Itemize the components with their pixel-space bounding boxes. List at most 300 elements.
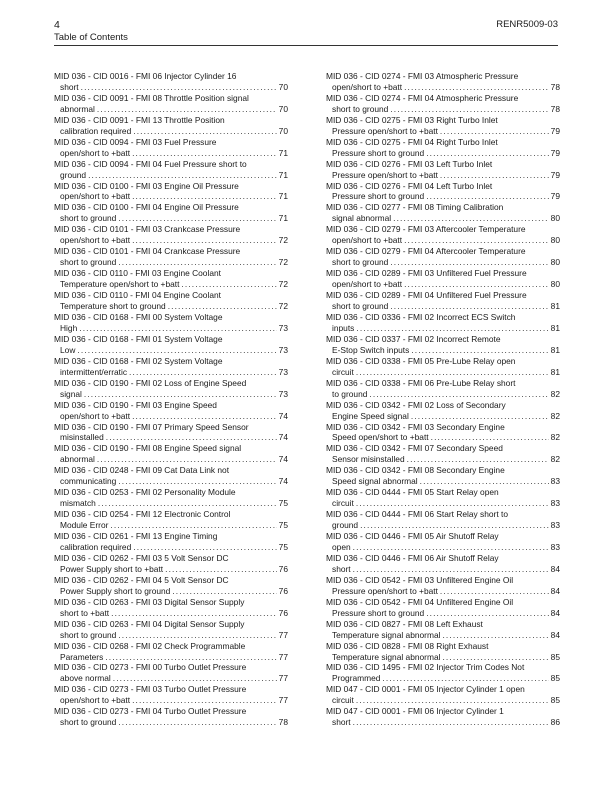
toc-entry-title: MID 036 - CID 0338 - FMI 06 Pre-Lube Relay short — [326, 377, 516, 388]
toc-entry[interactable] — [326, 137, 560, 159]
toc-entry-page[interactable]: 78 — [550, 103, 560, 114]
toc-entry-continuation — [326, 411, 560, 422]
toc-entry-title: MID 036 - CID 0190 - FMI 03 Engine Speed — [54, 399, 217, 410]
toc-entry-subtitle: Parameters — [60, 651, 104, 662]
dot-leader — [404, 82, 549, 93]
toc-entry[interactable] — [326, 312, 560, 334]
document-id: RENR5009-03 — [496, 19, 558, 30]
toc-entry-page[interactable]: 75 — [278, 541, 288, 552]
toc-entry[interactable] — [54, 159, 288, 181]
toc-entry[interactable] — [326, 334, 560, 356]
toc-entry[interactable] — [326, 443, 560, 465]
dot-leader — [133, 126, 276, 137]
toc-entry-title: MID 036 - CID 0254 - FMI 12 Electronic Control — [54, 509, 231, 520]
toc-entry-title: MID 036 - CID 0262 - FMI 04 5 Volt Sensor DC — [54, 574, 229, 585]
toc-entry-continuation — [54, 564, 288, 575]
dot-leader — [426, 608, 548, 619]
toc-entry-title: MID 036 - CID 0542 - FMI 03 Unfiltered Engine Oil — [326, 574, 514, 585]
toc-entry[interactable] — [326, 662, 560, 684]
toc-entry-page[interactable]: 73 — [278, 344, 288, 355]
toc-entry-continuation — [326, 367, 560, 378]
toc-entry-continuation — [54, 630, 288, 641]
toc-entry[interactable] — [326, 290, 560, 312]
toc-entry-page[interactable]: 79 — [550, 147, 560, 158]
toc-entry-continuation — [54, 323, 288, 334]
toc-entry[interactable] — [326, 641, 560, 663]
toc-entry-subtitle: open/short to +batt — [60, 191, 131, 202]
toc-entry[interactable] — [54, 597, 288, 619]
dot-leader — [77, 345, 276, 356]
toc-entry-page[interactable]: 84 — [550, 563, 560, 574]
dot-leader — [113, 673, 277, 684]
toc-entry[interactable] — [326, 684, 560, 706]
toc-entry-page[interactable]: 74 — [278, 410, 288, 421]
toc-entry-page[interactable]: 84 — [550, 607, 560, 618]
toc-entry-continuation — [326, 608, 560, 619]
toc-entry[interactable] — [54, 312, 288, 334]
toc-entry[interactable] — [326, 93, 560, 115]
toc-entry-subtitle: ground — [60, 169, 87, 180]
dot-leader — [106, 432, 277, 443]
toc-entry-page[interactable]: 71 — [278, 191, 288, 202]
toc-entry-title: MID 036 - CID 0190 - FMI 02 Loss of Engine Speed — [54, 377, 247, 388]
toc-entry-continuation — [326, 104, 560, 115]
toc-entry-title: MID 036 - CID 0110 - FMI 03 Engine Coolant — [54, 268, 221, 279]
dot-leader — [181, 279, 276, 290]
toc-entry-title: MID 036 - CID 0446 - FMI 05 Air Shutoff Relay — [326, 531, 499, 542]
toc-entry-title: MID 036 - CID 0276 - FMI 04 Left Turbo Inlet — [326, 180, 493, 191]
toc-entry-title: MID 036 - CID 0168 - FMI 00 System Voltage — [54, 311, 223, 322]
dot-leader — [79, 323, 276, 334]
header-divider — [54, 45, 558, 46]
toc-entry-subtitle: Pressure open/short to +batt — [332, 125, 438, 136]
toc-entry-continuation — [54, 279, 288, 290]
toc-entry-page[interactable]: 73 — [278, 322, 288, 333]
toc-entry-continuation — [326, 279, 560, 290]
toc-entry[interactable] — [326, 356, 560, 378]
toc-entry[interactable] — [54, 684, 288, 706]
toc-entry-page[interactable]: 74 — [278, 454, 288, 465]
toc-entry-subtitle: Pressure short to ground — [332, 147, 425, 158]
toc-entry-title: MID 036 - CID 0016 - FMI 06 Injector Cylinder 16 — [54, 71, 237, 81]
toc-entry[interactable] — [54, 706, 288, 728]
toc-entry-title: MID 036 - CID 0274 - FMI 03 Atmospheric Pressure — [326, 71, 519, 81]
toc-entry-title: MID 036 - CID 0273 - FMI 03 Turbo Outlet Pressure — [54, 684, 247, 695]
toc-entry-page[interactable]: 73 — [278, 366, 288, 377]
dot-leader — [118, 717, 276, 728]
dot-leader — [356, 367, 549, 378]
toc-entry-subtitle: Speed open/short to +batt — [332, 432, 429, 443]
toc-entry-subtitle: Power Supply short to ground — [60, 585, 171, 596]
toc-entry[interactable] — [326, 246, 560, 268]
dot-leader — [404, 279, 549, 290]
toc-entry[interactable] — [54, 181, 288, 203]
toc-entry-title: MID 036 - CID 0342 - FMI 02 Loss of Secondary — [326, 399, 506, 410]
dot-leader — [440, 170, 549, 181]
toc-entry-continuation — [326, 673, 560, 684]
toc-entry[interactable] — [54, 356, 288, 378]
toc-entry-page[interactable]: 76 — [278, 607, 288, 618]
toc-entry-title: MID 036 - CID 0273 - FMI 00 Turbo Outlet Pressure — [54, 662, 247, 673]
toc-entry-subtitle: open/short to +batt — [332, 235, 403, 246]
toc-entry-subtitle: ground — [332, 520, 359, 531]
toc-entry-page[interactable]: 71 — [278, 213, 288, 224]
toc-entry-title: MID 047 - CID 0001 - FMI 05 Injector Cylinder 1 open — [326, 684, 525, 695]
toc-left-column — [54, 71, 288, 728]
toc-entry[interactable] — [54, 246, 288, 268]
toc-entry-title: MID 036 - CID 0827 - FMI 08 Left Exhaust — [326, 618, 483, 629]
toc-entry-page[interactable]: 79 — [550, 191, 560, 202]
toc-entry-continuation — [326, 695, 560, 706]
dot-leader — [369, 389, 548, 400]
toc-entry[interactable] — [326, 531, 560, 553]
toc-entry-page[interactable]: 70 — [278, 103, 288, 114]
dot-leader — [129, 367, 277, 378]
toc-entry-subtitle: calibration required — [60, 541, 132, 552]
toc-entry[interactable] — [54, 422, 288, 444]
page-number: 4 — [54, 19, 60, 31]
toc-entry-continuation — [54, 257, 288, 268]
dot-leader — [88, 170, 277, 181]
toc-entry-subtitle: circuit — [332, 498, 354, 509]
dot-leader — [442, 630, 548, 641]
toc-entry-continuation — [326, 630, 560, 641]
toc-entry[interactable] — [54, 93, 288, 115]
toc-entry-subtitle: High — [60, 322, 78, 333]
toc-entry[interactable] — [326, 509, 560, 531]
dot-leader — [407, 454, 549, 465]
toc-entry-page[interactable]: 83 — [550, 498, 560, 509]
toc-entry-title: MID 036 - CID 0190 - FMI 07 Primary Speed Sensor — [54, 421, 249, 432]
toc-entry-title: MID 036 - CID 0444 - FMI 05 Start Relay open — [326, 487, 499, 498]
toc-entry-page[interactable]: 76 — [278, 585, 288, 596]
toc-entry-subtitle: Engine Speed signal — [332, 410, 409, 421]
toc-entry-page[interactable]: 75 — [278, 520, 288, 531]
toc-entry-page[interactable]: 82 — [550, 454, 560, 465]
toc-entry[interactable] — [54, 487, 288, 509]
toc-entry-page[interactable]: 82 — [550, 388, 560, 399]
toc-entry[interactable] — [54, 137, 288, 159]
toc-entry-page[interactable]: 78 — [550, 81, 560, 92]
toc-entry-title: MID 036 - CID 0110 - FMI 04 Engine Coolant — [54, 290, 221, 301]
toc-entry-subtitle: Pressure open/short to +batt — [332, 169, 438, 180]
toc-entry-continuation — [326, 213, 560, 224]
toc-entry-title: MID 036 - CID 0263 - FMI 04 Digital Sensor Supply — [54, 618, 245, 629]
dot-leader — [382, 673, 548, 684]
toc-entry-subtitle: above normal — [60, 673, 111, 684]
toc-entry-continuation — [54, 608, 288, 619]
toc-entry-page[interactable]: 75 — [278, 498, 288, 509]
toc-entry-page[interactable]: 85 — [550, 673, 560, 684]
toc-entry-title: MID 036 - CID 0338 - FMI 05 Pre-Lube Relay open — [326, 355, 516, 366]
toc-entry-continuation — [54, 476, 288, 487]
toc-entry-subtitle: circuit — [332, 695, 354, 706]
toc-entry-page[interactable]: 84 — [550, 585, 560, 596]
toc-entry-subtitle: open/short to +batt — [60, 235, 131, 246]
toc-entry-subtitle: abnormal — [60, 454, 95, 465]
toc-entry[interactable] — [54, 268, 288, 290]
toc-entry-page[interactable]: 82 — [550, 432, 560, 443]
dot-leader — [390, 301, 548, 312]
toc-entry[interactable] — [54, 202, 288, 224]
dot-leader — [84, 389, 277, 400]
dot-leader — [132, 148, 277, 159]
toc-entry-subtitle: intermittent/erratic — [60, 366, 128, 377]
dot-leader — [360, 520, 549, 531]
dot-leader — [132, 191, 277, 202]
toc-entry-subtitle: open/short to +batt — [60, 147, 131, 158]
toc-entry-subtitle: short to +batt — [60, 607, 110, 618]
toc-entry-title: MID 036 - CID 0263 - FMI 03 Digital Sensor Supply — [54, 596, 245, 607]
toc-entry[interactable] — [326, 422, 560, 444]
toc-entry[interactable] — [54, 509, 288, 531]
toc-entry-page[interactable]: 78 — [278, 717, 288, 728]
toc-entry-continuation — [54, 389, 288, 400]
toc-entry-page[interactable]: 80 — [550, 257, 560, 268]
toc-entry[interactable] — [54, 553, 288, 575]
toc-entry-subtitle: short — [60, 81, 79, 92]
toc-entry-page[interactable]: 70 — [278, 81, 288, 92]
toc-entry-page[interactable]: 73 — [278, 388, 288, 399]
toc-entry-subtitle: circuit — [332, 366, 354, 377]
toc-entry-page[interactable]: 84 — [550, 629, 560, 640]
toc-entry-page[interactable]: 81 — [550, 344, 560, 355]
toc-entry-page[interactable]: 83 — [550, 476, 560, 487]
toc-entry-page[interactable]: 77 — [278, 651, 288, 662]
toc-entry-page[interactable]: 80 — [550, 235, 560, 246]
toc-entry-page[interactable]: 72 — [278, 279, 288, 290]
toc-entry-continuation — [54, 673, 288, 684]
toc-entry-subtitle: Pressure short to ground — [332, 607, 425, 618]
toc-entry-page[interactable]: 80 — [550, 279, 560, 290]
toc-entry-continuation — [54, 432, 288, 443]
toc-entry-subtitle: Sensor misinstalled — [332, 454, 405, 465]
toc-entry[interactable] — [326, 487, 560, 509]
toc-entry-subtitle: Speed signal abnormal — [332, 476, 418, 487]
dot-leader — [426, 148, 548, 159]
toc-entry-page[interactable]: 81 — [550, 301, 560, 312]
toc-entry[interactable] — [54, 575, 288, 597]
toc-entry-title: MID 036 - CID 0444 - FMI 06 Start Relay short to — [326, 509, 508, 520]
dot-leader — [98, 498, 277, 509]
toc-entry-title: MID 036 - CID 0342 - FMI 08 Secondary Engine — [326, 465, 505, 476]
toc-entry-page[interactable]: 77 — [278, 673, 288, 684]
dot-leader — [356, 323, 548, 334]
toc-entry-title: MID 036 - CID 0336 - FMI 02 Incorrect ECS Switch — [326, 311, 516, 322]
toc-entry[interactable] — [54, 662, 288, 684]
toc-entry[interactable] — [54, 400, 288, 422]
toc-entry-continuation — [326, 564, 560, 575]
toc-entry-subtitle: short to ground — [332, 301, 389, 312]
toc-entry-continuation — [54, 520, 288, 531]
toc-entry[interactable] — [54, 531, 288, 553]
toc-entry-page[interactable]: 72 — [278, 301, 288, 312]
toc-entry[interactable] — [54, 641, 288, 663]
dot-leader — [168, 301, 277, 312]
toc-entry-continuation — [326, 257, 560, 268]
toc-entry-page[interactable]: 74 — [278, 476, 288, 487]
toc-entry[interactable] — [54, 115, 288, 137]
dot-leader — [356, 498, 549, 509]
toc-entry[interactable] — [54, 619, 288, 641]
toc-entry-continuation — [54, 652, 288, 663]
dot-leader — [132, 235, 277, 246]
toc-entry[interactable] — [326, 159, 560, 181]
toc-entry-page[interactable]: 85 — [550, 651, 560, 662]
toc-entry[interactable] — [54, 71, 288, 93]
toc-entry-subtitle: short to ground — [60, 257, 117, 268]
toc-entry-page[interactable]: 77 — [278, 695, 288, 706]
toc-entry-page[interactable]: 81 — [550, 322, 560, 333]
toc-entry[interactable] — [326, 465, 560, 487]
toc-entry-page[interactable]: 80 — [550, 213, 560, 224]
toc-entry[interactable] — [54, 334, 288, 356]
dot-leader — [118, 476, 276, 487]
toc-entry-page[interactable]: 70 — [278, 125, 288, 136]
toc-entry-continuation — [54, 213, 288, 224]
toc-entry-continuation — [54, 126, 288, 137]
toc-entry-title: MID 036 - CID 0168 - FMI 02 System Voltage — [54, 355, 223, 366]
toc-entry-continuation — [326, 345, 560, 356]
toc-entry-continuation — [326, 476, 560, 487]
toc-entry-title: MID 036 - CID 0342 - FMI 03 Secondary Engine — [326, 421, 505, 432]
toc-entry-subtitle: open/short to +batt — [332, 279, 403, 290]
toc-entry-title: MID 036 - CID 0276 - FMI 03 Left Turbo Inlet — [326, 158, 493, 169]
toc-entry[interactable] — [326, 597, 560, 619]
toc-entry-page[interactable]: 72 — [278, 257, 288, 268]
dot-leader — [132, 695, 277, 706]
toc-entry-page[interactable]: 85 — [550, 695, 560, 706]
dot-leader — [118, 213, 276, 224]
toc-entry-page[interactable]: 74 — [278, 432, 288, 443]
toc-entry-page[interactable]: 79 — [550, 169, 560, 180]
toc-entry-subtitle: Programmed — [332, 673, 381, 684]
dot-leader — [111, 608, 277, 619]
toc-entry-continuation — [54, 695, 288, 706]
toc-entry-continuation — [326, 542, 560, 553]
toc-entry-title: MID 036 - CID 0094 - FMI 03 Fuel Pressure — [54, 136, 217, 147]
toc-entry-subtitle: short to ground — [332, 103, 389, 114]
dot-leader — [118, 257, 276, 268]
dot-leader — [440, 126, 549, 137]
toc-entry-title: MID 036 - CID 0337 - FMI 02 Incorrect Remote — [326, 333, 501, 344]
toc-entry-subtitle: mismatch — [60, 498, 96, 509]
toc-entry-title: MID 036 - CID 0168 - FMI 01 System Voltage — [54, 333, 223, 344]
toc-entry-page[interactable]: 71 — [278, 169, 288, 180]
dot-leader — [97, 104, 277, 115]
toc-entry[interactable] — [54, 290, 288, 312]
toc-entry-continuation — [326, 323, 560, 334]
dot-leader — [442, 652, 548, 663]
toc-entry[interactable] — [326, 706, 560, 728]
toc-entry-subtitle: E-Stop Switch inputs — [332, 344, 410, 355]
toc-entry-subtitle: Low — [60, 344, 76, 355]
toc-entry[interactable] — [326, 553, 560, 575]
dot-leader — [110, 520, 276, 531]
toc-entry-page[interactable]: 83 — [550, 541, 560, 552]
toc-entry-continuation — [54, 191, 288, 202]
toc-entry-title: MID 036 - CID 0275 - FMI 04 Right Turbo Inlet — [326, 136, 498, 147]
toc-entry-title: MID 036 - CID 0253 - FMI 02 Personality Module — [54, 487, 236, 498]
toc-entry[interactable] — [326, 115, 560, 137]
toc-entry[interactable] — [326, 71, 560, 93]
toc-entry[interactable] — [326, 224, 560, 246]
toc-entry-title: MID 036 - CID 0274 - FMI 04 Atmospheric Pressure — [326, 92, 519, 103]
toc-entry-continuation — [326, 586, 560, 597]
toc-entry-continuation — [54, 717, 288, 728]
toc-entry-page[interactable]: 79 — [550, 125, 560, 136]
toc-entry-page[interactable]: 86 — [550, 717, 560, 728]
toc-entry-continuation — [54, 170, 288, 181]
toc-entry-title: MID 036 - CID 0279 - FMI 04 Aftercooler Temperature — [326, 246, 526, 257]
toc-entry-page[interactable]: 77 — [278, 629, 288, 640]
toc-entry[interactable] — [54, 378, 288, 400]
toc-entry-title: MID 036 - CID 0100 - FMI 04 Engine Oil Pressure — [54, 202, 239, 213]
toc-entry-page[interactable]: 76 — [278, 563, 288, 574]
toc-entry-title: MID 036 - CID 0268 - FMI 02 Check Programmable — [54, 640, 246, 651]
toc-entry-page[interactable]: 81 — [550, 366, 560, 377]
toc-entry[interactable] — [326, 268, 560, 290]
dot-leader — [356, 695, 549, 706]
toc-entry[interactable] — [326, 202, 560, 224]
dot-leader — [440, 586, 549, 597]
toc-entry-page[interactable]: 71 — [278, 147, 288, 158]
toc-entry-subtitle: short to ground — [60, 213, 117, 224]
toc-entry-continuation — [54, 367, 288, 378]
toc-entry-title: MID 036 - CID 0275 - FMI 03 Right Turbo Inlet — [326, 114, 498, 125]
toc-entry-continuation — [54, 82, 288, 93]
toc-entry-page[interactable]: 72 — [278, 235, 288, 246]
toc-entry-continuation — [326, 82, 560, 93]
toc-entry[interactable] — [326, 378, 560, 400]
toc-entry-subtitle: Pressure open/short to +batt — [332, 585, 438, 596]
toc-entry-title: MID 036 - CID 0248 - FMI 09 Cat Data Link not — [54, 465, 230, 476]
toc-entry[interactable] — [326, 575, 560, 597]
toc-entry-subtitle: short to ground — [60, 629, 117, 640]
toc-entry-continuation — [326, 520, 560, 531]
toc-entry-continuation — [54, 498, 288, 509]
toc-entry-continuation — [326, 432, 560, 443]
toc-entry-continuation — [326, 191, 560, 202]
dot-leader — [411, 411, 549, 422]
toc-entry-title: MID 036 - CID 0342 - FMI 07 Secondary Speed — [326, 443, 503, 454]
dot-leader — [431, 432, 549, 443]
toc-entry-subtitle: open/short to +batt — [60, 695, 131, 706]
toc-entry[interactable] — [326, 619, 560, 641]
toc-entry[interactable] — [54, 224, 288, 246]
toc-entry[interactable] — [326, 181, 560, 203]
toc-entry-continuation — [326, 454, 560, 465]
toc-entry-continuation — [54, 586, 288, 597]
dot-leader — [390, 104, 548, 115]
toc-entry[interactable] — [326, 400, 560, 422]
toc-entry-continuation — [54, 542, 288, 553]
toc-entry-title: MID 036 - CID 0542 - FMI 04 Unfiltered Engine Oil — [326, 596, 514, 607]
toc-entry-subtitle: open — [332, 541, 351, 552]
toc-right-column — [326, 71, 560, 728]
toc-entry-page[interactable]: 82 — [550, 410, 560, 421]
toc-entry-subtitle: open/short to +batt — [60, 410, 131, 421]
toc-entry-title: MID 036 - CID 0101 - FMI 03 Crankcase Pressure — [54, 224, 241, 235]
toc-entry-subtitle: misinstalled — [60, 432, 104, 443]
toc-entry[interactable] — [54, 465, 288, 487]
toc-entry[interactable] — [54, 443, 288, 465]
toc-entry-title: MID 036 - CID 0279 - FMI 03 Aftercooler Temperature — [326, 224, 526, 235]
toc-entry-page[interactable]: 83 — [550, 520, 560, 531]
toc-entry-title: MID 036 - CID 0190 - FMI 08 Engine Speed signal — [54, 443, 242, 454]
dot-leader — [97, 454, 277, 465]
toc-entry-continuation — [326, 235, 560, 246]
